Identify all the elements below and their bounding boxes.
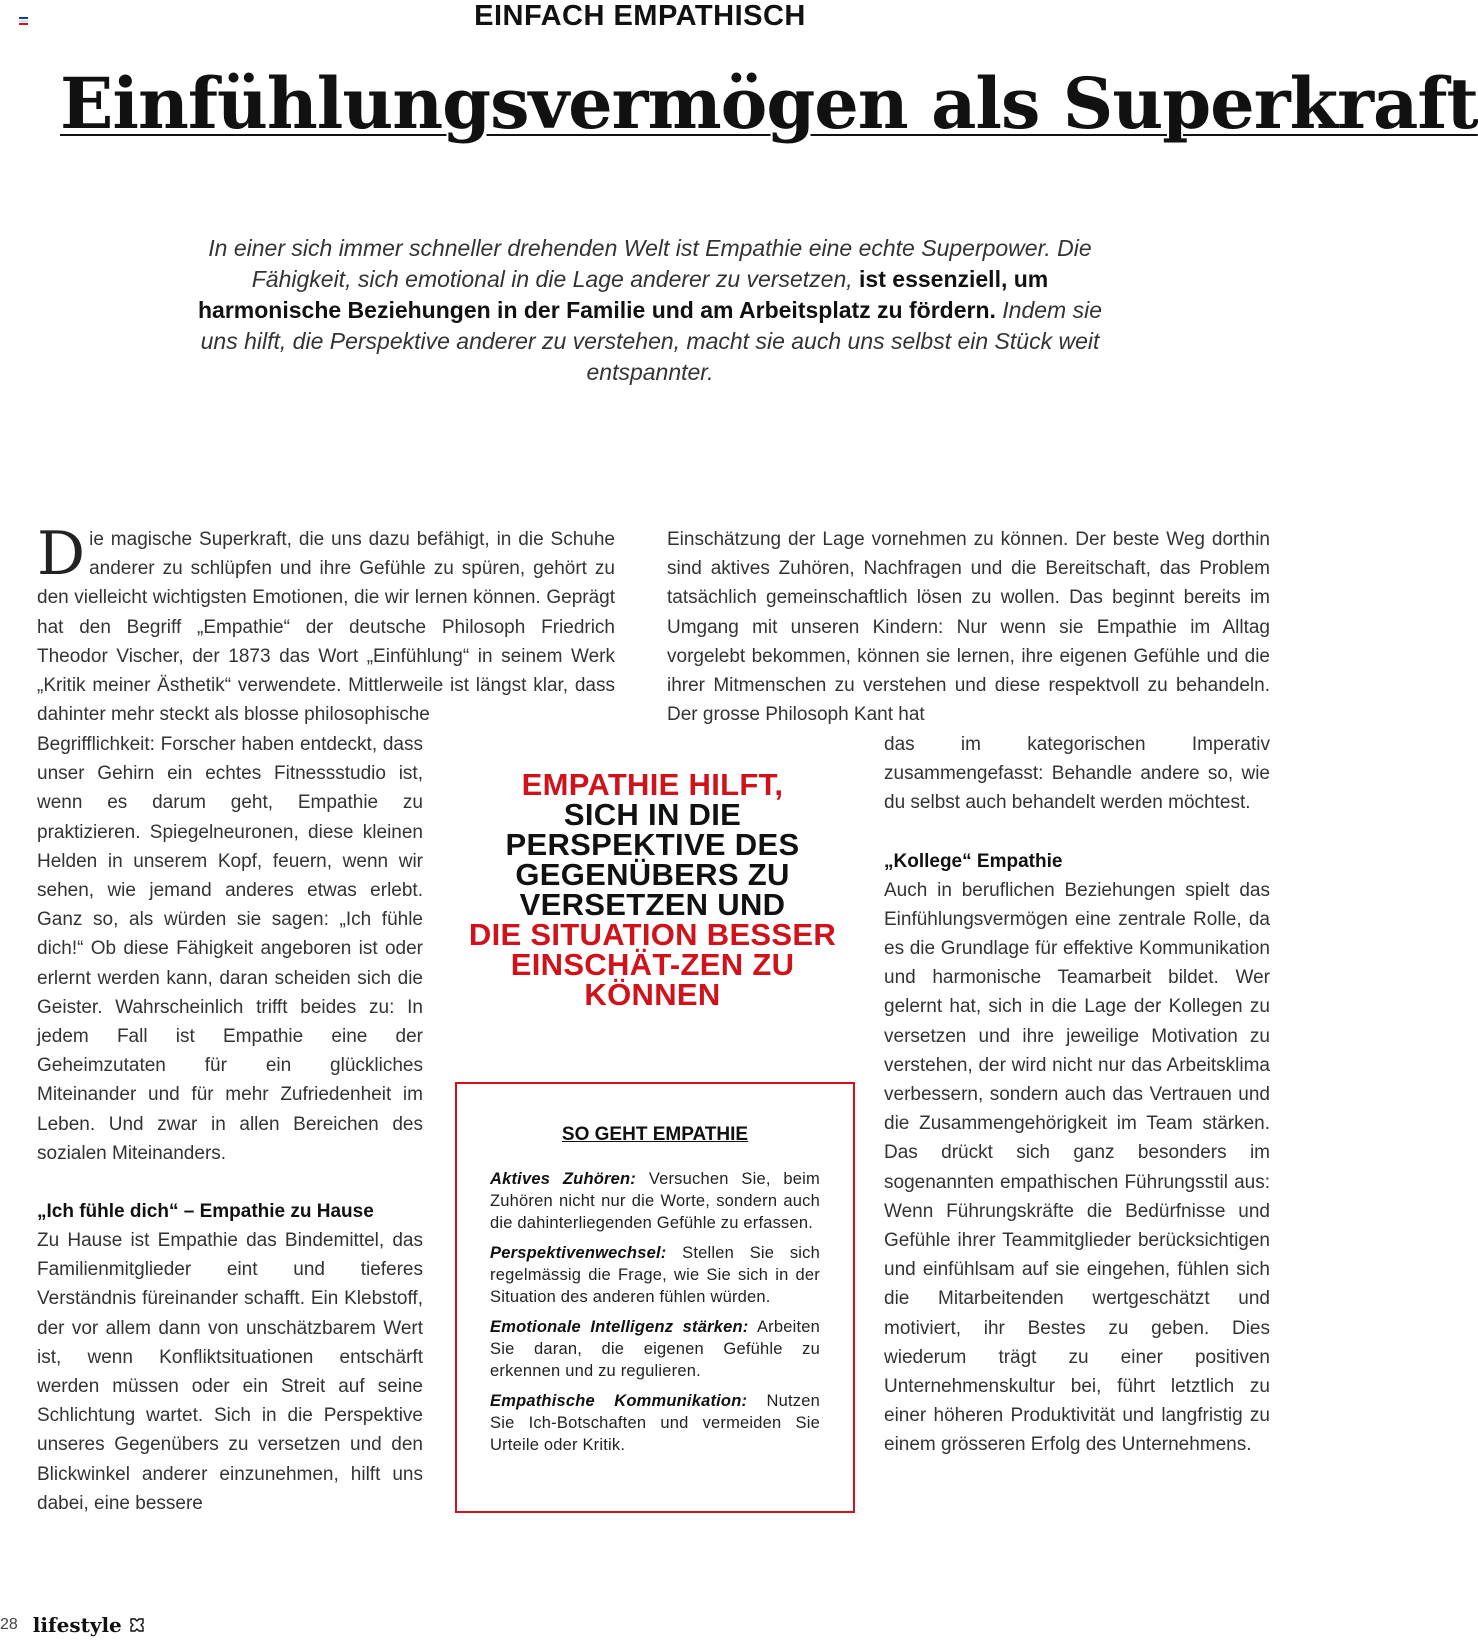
tips-box [455, 1082, 855, 1513]
page-footer [0, 1610, 144, 1640]
lead-part1: In einer sich immer schneller drehenden Welt ist Empathie eine echte Superpower. Die Fähigkeit, sich emotional in die Lage anderer zu versetzen, [208, 235, 1092, 292]
sparkle-frame-icon [130, 1618, 144, 1632]
column2-top-wide: Einschätzung der Lage vornehmen zu können. Der beste Weg dorthin sind aktives Zuhören, Nachfragen und die Bereitschaft, das Problem tatsächlich gemeinschaftlich lösen zu wollen. Das beginnt bereits im Umgang mit unseren Kindern: Nur wenn sie Empathie im Alltag vorgelebt bekommen, können sie lernen, ihre eigenen Gefühle und die ihrer Mitmenschen zu verstehen und diese respektvoll zu behandeln. Der grosse Philosoph Kant hat [667, 529, 1270, 726]
column1-body [37, 730, 423, 1518]
tips-item [490, 1168, 820, 1234]
tips-item [490, 1316, 820, 1382]
section-kicker: EINFACH EMPATHISCH [474, 0, 806, 32]
tips-item-text: Stellen Sie sich regelmässig die Frage, wie Sie sich in der Situation des anderen fühlen würden. [490, 1244, 820, 1306]
column2-subhead: „Kollege“ Empathie [884, 850, 1063, 872]
tips-item [490, 1242, 820, 1308]
pull-quote-black: SICH IN DIE PERSPEKTIVE DES GEGENÜBERS ZU VERSETZEN UND [505, 797, 800, 922]
tips-item-label: Perspektivenwechsel: [490, 1244, 667, 1262]
tips-item-label: Aktives Zuhören: [490, 1170, 636, 1188]
column2-body [884, 730, 1270, 1460]
tips-box-title: SO GEHT EMPATHIE [561, 1124, 749, 1145]
column2-body-text: Auch in beruflichen Beziehungen spielt das Einfühlungsvermögen eine zentrale Rolle, da es die Grundlage für effektive Kommunikation und harmonische Teamarbeit bildet. Wer gelernt hat, sich in die Lage der Kollegen zu versetzen und ihre jeweilige Motivation zu verstehen, der wird nicht nur das Arbeitsklima verbessern, sondern auch das Vertrauen und die Zusammengehörigkeit im Team stärken. Das drückt sich ganz besonders im sogenannten empathischen Führungsstil aus: Wenn Führungskräfte die Bedürfnisse und Gefühle ihrer Teammitglieder berücksichtigen und einfühlsam auf sie eingehen, fühlen sich die Mitarbeitenden wertgeschätzt und motiviert, ihr Bestes zu geben. Dies wiederum trägt zu einer positiven Unternehmenskultur bei, führt letztlich zu einer höheren Produktivität und langfristig zu einem grösseren Erfolg des Unternehmens. [884, 879, 1270, 1456]
column1-intro-narrow: Begrifflichkeit: Forscher haben entdeckt, dass unser Gehirn ein echtes Fitnessstudio ist, wenn es darum geht, Empathie zu praktizieren. Spiegelneuronen, diese kleinen Helden in unserem Kopf, feuern, wenn wir sehen, wie jemand anderes etwas erlebt. Ganz so, als würden sie sagen: „Ich fühle dich!“ Ob diese Fähigkeit angeboren ist oder erlernt werden kann, daran scheiden sich die Geister. Wahrscheinlich trifft beides zu: In jedem Fall ist Empathie eine der Geheimzutaten für ein glückliches Miteinander und für mehr Zufriedenheit im Leben. Und zwar in allen Bereichen des sozialen Miteinanders. [37, 734, 423, 1164]
spacer [884, 818, 1270, 847]
column1-intro [37, 519, 615, 729]
column2-top-narrow: das im kategorischen Imperativ zusammengefasst: Behandle andere so, wie du selbst auch behandelt werden möchtest. [884, 734, 1270, 814]
tips-item-label: Emotionale Intelligenz stärken: [490, 1318, 749, 1336]
tips-item [490, 1390, 820, 1456]
column2-top [667, 525, 1270, 729]
lead-paragraph [190, 233, 1110, 388]
tips-item-text: Nutzen Sie Ich-Botschaften und vermeiden Sie Urteile oder Kritik. [490, 1392, 820, 1454]
tips-item-text: Arbeiten Sie daran, die eigenen Gefühle zu erkennen und zu regulieren. [490, 1318, 821, 1380]
column1-subhead: „Ich fühle dich“ – Empathie zu Hause [37, 1201, 374, 1223]
pull-quote-red1: EMPATHIE HILFT, [521, 767, 784, 802]
pull-quote [455, 767, 850, 1012]
lead-part2: Indem sie uns hilft, die Perspektive anderer zu verstehen, macht sie auch uns selbst ein Stück weit entspannter. [200, 297, 1102, 385]
pull-quote-red2: DIE SITUATION BESSER EINSCHÄT-ZEN ZU KÖNNEN [468, 917, 837, 1012]
column1-body2: Zu Hause ist Empathie das Bindemittel, das Familienmitglieder eint und tieferes Verständnis füreinander schafft. Ein Klebstoff, der vor allem dann von unschätzbarem Wert ist, wenn Konfliktsituationen entschärft werden müssen oder ein Streit auf seine Schlichtung wartet. Sich in die Perspektive unseres Gegenübers zu versetzen und den Blickwinkel anderer einzunehmen, hilft uns dabei, eine bessere [37, 1230, 423, 1514]
tips-item-label: Empathische Kommunikation: [490, 1392, 748, 1410]
brand-name: lifestyle [32, 1613, 122, 1637]
spacer [37, 1168, 423, 1197]
column1-intro-wide: ie magische Superkraft, die uns dazu befähigt, in die Schuhe anderer zu schlüpfen und ihre Gefühle zu spüren, gehört zu den vielleicht wichtigsten Emotionen, die wir lernen können. Geprägt hat den Begriff „Empathie“ der deutsche Philosoph Friedrich Theodor Vischer, der 1873 das Wort „Einfühlung“ in seinem Werk „Kritik meiner Ästhetik“ verwendete. Mittlerweile ist längst klar, dass dahinter mehr steckt als blosse philosophische [37, 529, 615, 726]
page-number: 28 [0, 1616, 18, 1633]
page-title: Einfühlungsvermögen als Superkraft [60, 62, 1478, 145]
tips-item-text: Versuchen Sie, beim Zuhören nicht nur die Worte, sondern auch die dahinterliegenden Gefühle zu erfassen. [490, 1170, 820, 1232]
dropcap: D [37, 519, 86, 589]
lead-bold: ist essenziell, um harmonische Beziehungen in der Familie und am Arbeitsplatz zu fördern. [198, 266, 1049, 323]
